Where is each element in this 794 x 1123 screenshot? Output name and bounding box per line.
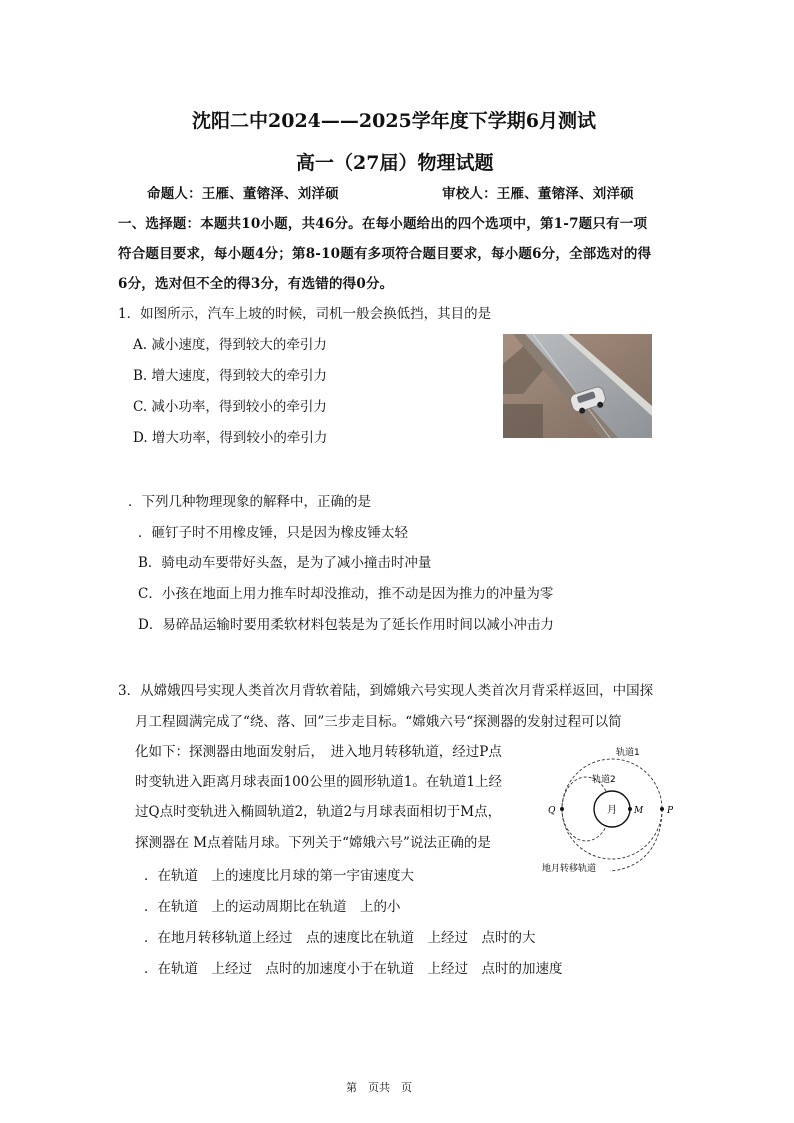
reviewers-line: 审校人：王雁、董镕泽、刘洋硕 xyxy=(442,186,634,202)
q-label: Q xyxy=(548,806,556,816)
section-heading-line-1: 一、选择题：本题共10小题，共46分。在每小题给出的四个选项中，第1-7题只有一项 xyxy=(118,216,648,232)
q1-option-b: B. 增大速度，得到较大的牵引力 xyxy=(133,368,328,384)
point-m xyxy=(628,807,632,811)
section-heading-line-2: 符合题目要求，每小题4分；第8-10题有多项符合题目要求，每小题6分，全部选对的得 xyxy=(118,246,652,262)
q3-stem-line-2: 月工程圆满完成了“绕、落、回”三步走目标。“嫦娥六号“探测器的发射过程可以简 xyxy=(135,714,622,730)
q1-option-c: C. 减小功率，得到较小的牵引力 xyxy=(133,399,327,415)
orbit-2-label: 轨道2 xyxy=(592,775,616,785)
authors-line: 命题人：王雁、董镕泽、刘洋硕 xyxy=(147,186,339,202)
orbit-diagram xyxy=(540,743,690,883)
q3-stem-line-4: 时变轨进入距离月球表面100公里的圆形轨道1。在轨道1上经 xyxy=(135,774,502,790)
point-q xyxy=(560,807,564,811)
p-label: P xyxy=(667,806,674,816)
q1-stem: 1．如图所示，汽车上坡的时候，司机一般会换低挡，其目的是 xyxy=(118,306,492,322)
point-p xyxy=(660,807,664,811)
page-subtitle: 高一（27届）物理试题 xyxy=(296,152,494,174)
q2-option-a: ．砸钉子时不用橡皮锤，只是因为橡皮锤太轻 xyxy=(138,525,408,541)
car-uphill-photo xyxy=(503,334,652,438)
q3-stem-line-3: 化如下：探测器由地面发射后， 进入地月转移轨道，经过P点 xyxy=(135,744,502,760)
q3-option-d: ．在轨道 上经过 点时的加速度小于在轨道 上经过 点时的加速度 xyxy=(144,961,563,977)
q1-option-a: A. 减小速度，得到较大的牵引力 xyxy=(133,337,327,353)
q3-stem-line-1: 3．从嫦娥四号实现人类首次月背软着陆，到嫦娥六号实现人类首次月背采样返回，中国探 xyxy=(118,683,654,699)
q2-option-c: C．小孩在地面上用力推车时却没推动，推不动是因为推力的冲量为零 xyxy=(138,586,554,602)
q3-stem-line-6: 探测器在 M点着陆月球。下列关于“嫦娥六号”说法正确的是 xyxy=(135,835,491,851)
q2-option-d: D．易碎品运输时要用柔软材料包装是为了延长作用时间以减小冲击力 xyxy=(138,617,554,633)
orbit-1-label: 轨道1 xyxy=(616,748,640,758)
q2-stem: ．下列几种物理现象的解释中，正确的是 xyxy=(128,494,371,510)
q3-option-b: ．在轨道 上的运动周期比在轨道 上的小 xyxy=(144,899,401,915)
q2-option-b: B．骑电动车要带好头盔，是为了减小撞击时冲量 xyxy=(138,555,432,571)
page-footer: 第 页共 页 xyxy=(346,1081,412,1094)
q3-stem-line-5: 过Q点时变轨进入椭圆轨道2，轨道2与月球表面相切于M点， xyxy=(135,804,502,820)
section-heading-line-3: 6分，选对但不全的得3分，有选错的得0分。 xyxy=(118,276,394,292)
page-title: 沈阳二中2024——2025学年度下学期6月测试 xyxy=(192,110,596,132)
moon-label: 月 xyxy=(607,805,617,816)
q3-option-a: ．在轨道 上的速度比月球的第一宇宙速度大 xyxy=(144,868,414,884)
transfer-orbit-label: 地月转移轨道 xyxy=(542,864,597,874)
q1-option-d: D. 增大功率，得到较小的牵引力 xyxy=(133,430,328,446)
q3-option-c: ．在地月转移轨道上经过 点的速度比在轨道 上经过 点时的大 xyxy=(144,930,536,946)
m-label: M xyxy=(634,806,644,816)
